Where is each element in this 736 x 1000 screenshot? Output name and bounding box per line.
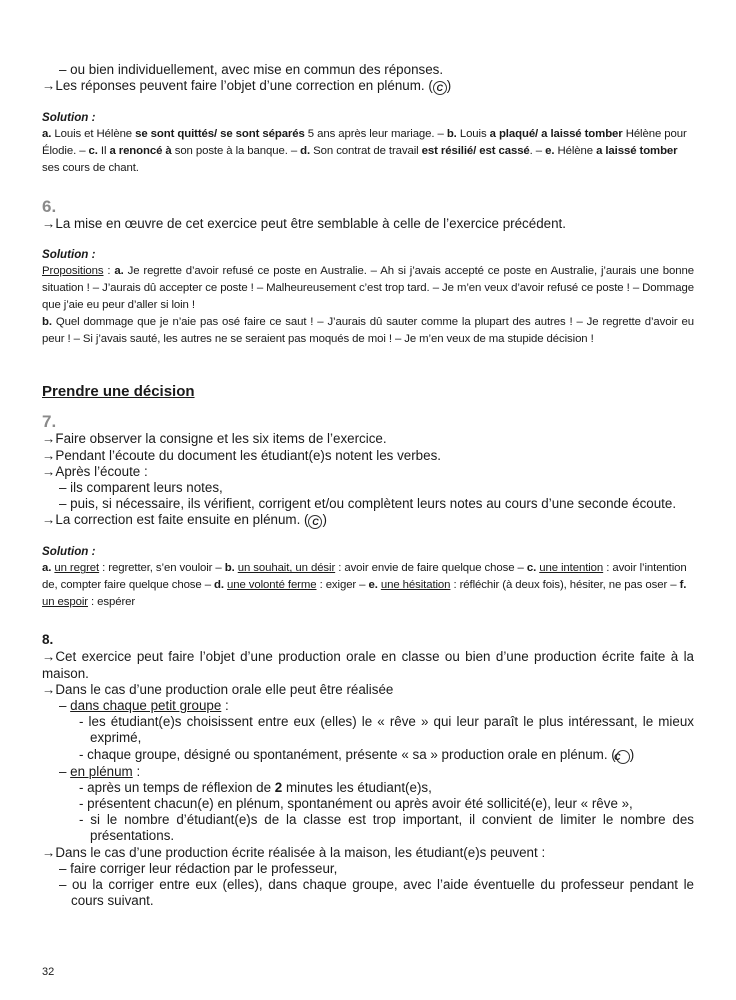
- solution-5-text: a. Louis et Hélène se sont quittés/ se sont séparés 5 ans après leur mariage. – b. Louis a plaqué/ a laissé tomber Hélène pour Élodie. – c. Il a renoncé à son poste à la banque. – d. Son contrat de travail est résilié/ est cassé. – e. Hélène a laissé tomber ses cours de chant.: [42, 128, 687, 175]
- list-item: - les étudiant(e)s choisissent entre eux (elles) le « rêve » qui leur paraît le plus intéressant, le mieux exprimé,: [79, 714, 694, 746]
- instruction-line: → Faire observer la consigne et les six items de l’exercice.: [42, 431, 694, 447]
- audio-cd-icon: C: [308, 515, 322, 529]
- audio-cd-icon: C: [616, 750, 630, 764]
- solution-6-a: Propositions : a. Je regrette d’avoir refusé ce poste en Australie. – Ah si j’avais accepté ce poste en Australie, j’aurais une bonne situation ! – J’aurais dû accepter ce poste ! – Malheureusement c’est trop tard. – Je m’en veux d’avoir refusé ce poste ! – Dommage que j’aie eu peur d’aller si loin !: [42, 265, 694, 312]
- list-item: - chaque groupe, désigné ou spontanément, présente « sa » production orale en plénum. (C ): [79, 746, 635, 762]
- list-item: - après un temps de réflexion de 2 minutes les étudiant(e)s,: [79, 779, 432, 795]
- solution-label: Solution :: [42, 248, 96, 262]
- page-number: 32: [42, 966, 55, 978]
- text-line: – ou la corriger entre eux (elles), dans chaque groupe, avec l’aide éventuelle du professeur pendant le cours suivant.: [59, 877, 694, 909]
- exercise-number: 8.: [42, 632, 54, 648]
- text-line: – ou bien individuellement, avec mise en commun des réponses.: [59, 62, 444, 77]
- instruction-line: → Pendant l’écoute du document les étudiant(e)s notent les verbes.: [42, 448, 694, 464]
- instruction-line: → Après l’écoute :: [42, 464, 694, 480]
- audio-cd-icon: C: [433, 81, 447, 95]
- text-line: – puis, si nécessaire, ils vérifient, corrigent et/ou complètent leurs notes au cours d’une seconde écoute.: [59, 496, 677, 512]
- text-line: – ils comparent leurs notes,: [59, 480, 223, 496]
- page-content: [42, 62, 694, 909]
- list-heading: – en plénum :: [59, 763, 141, 779]
- list-item: - présentent chacun(e) en plénum, spontanément ou après avoir été sollicité(e), leur « rêve »,: [79, 796, 633, 812]
- solution-7-text: a. un regret : regretter, s’en vouloir – b. un souhait, un désir : avoir envie de faire quelque chose – c. une intention : avoir l’intention de, compter faire quelque chose – d. une volonté ferme : exiger – e. une hésitation : réfléchir (à deux fois), hésiter, ne pas oser – f. un espoir : espérer: [42, 562, 687, 609]
- instruction-line: → Les réponses peuvent faire l’objet d’une correction en plénum. ( C ): [42, 78, 694, 95]
- section-title: Prendre une décision: [42, 383, 195, 401]
- solution-6-b: b. Quel dommage que je n’aie pas osé faire ce saut ! – J’aurais dû sauter comme la plupart des autres ! – Je regrette d’avoir eu peur ! – Si j’avais sauté, les autres ne se seraient pas moqués de moi ! – Je m’en veux de ma stupide décision !: [42, 316, 694, 346]
- instruction-line: → Cet exercice peut faire l’objet d’une production orale en classe ou bien d’une production écrite faite à la maison.: [42, 649, 694, 681]
- exercise-number: 7.: [42, 412, 57, 432]
- instruction-line: → La correction est faite ensuite en plénum. ( C ): [42, 512, 694, 529]
- instruction-line: → La mise en œuvre de cet exercice peut être semblable à celle de l’exercice précédent.: [42, 216, 694, 232]
- list-heading: – dans chaque petit groupe :: [59, 698, 229, 714]
- text-line: – faire corriger leur rédaction par le professeur,: [59, 860, 338, 876]
- solution-label: Solution :: [42, 111, 96, 125]
- solution-label: Solution :: [42, 545, 96, 559]
- exercise-number: 6.: [42, 197, 57, 217]
- instruction-line: → Dans le cas d’une production orale elle peut être réalisée: [42, 682, 694, 698]
- list-item: - si le nombre d’étudiant(e)s de la classe est trop important, il convient de limiter le nombre des présentations.: [79, 812, 694, 844]
- instruction-line: → Dans le cas d’une production écrite réalisée à la maison, les étudiant(e)s peuvent :: [42, 845, 694, 861]
